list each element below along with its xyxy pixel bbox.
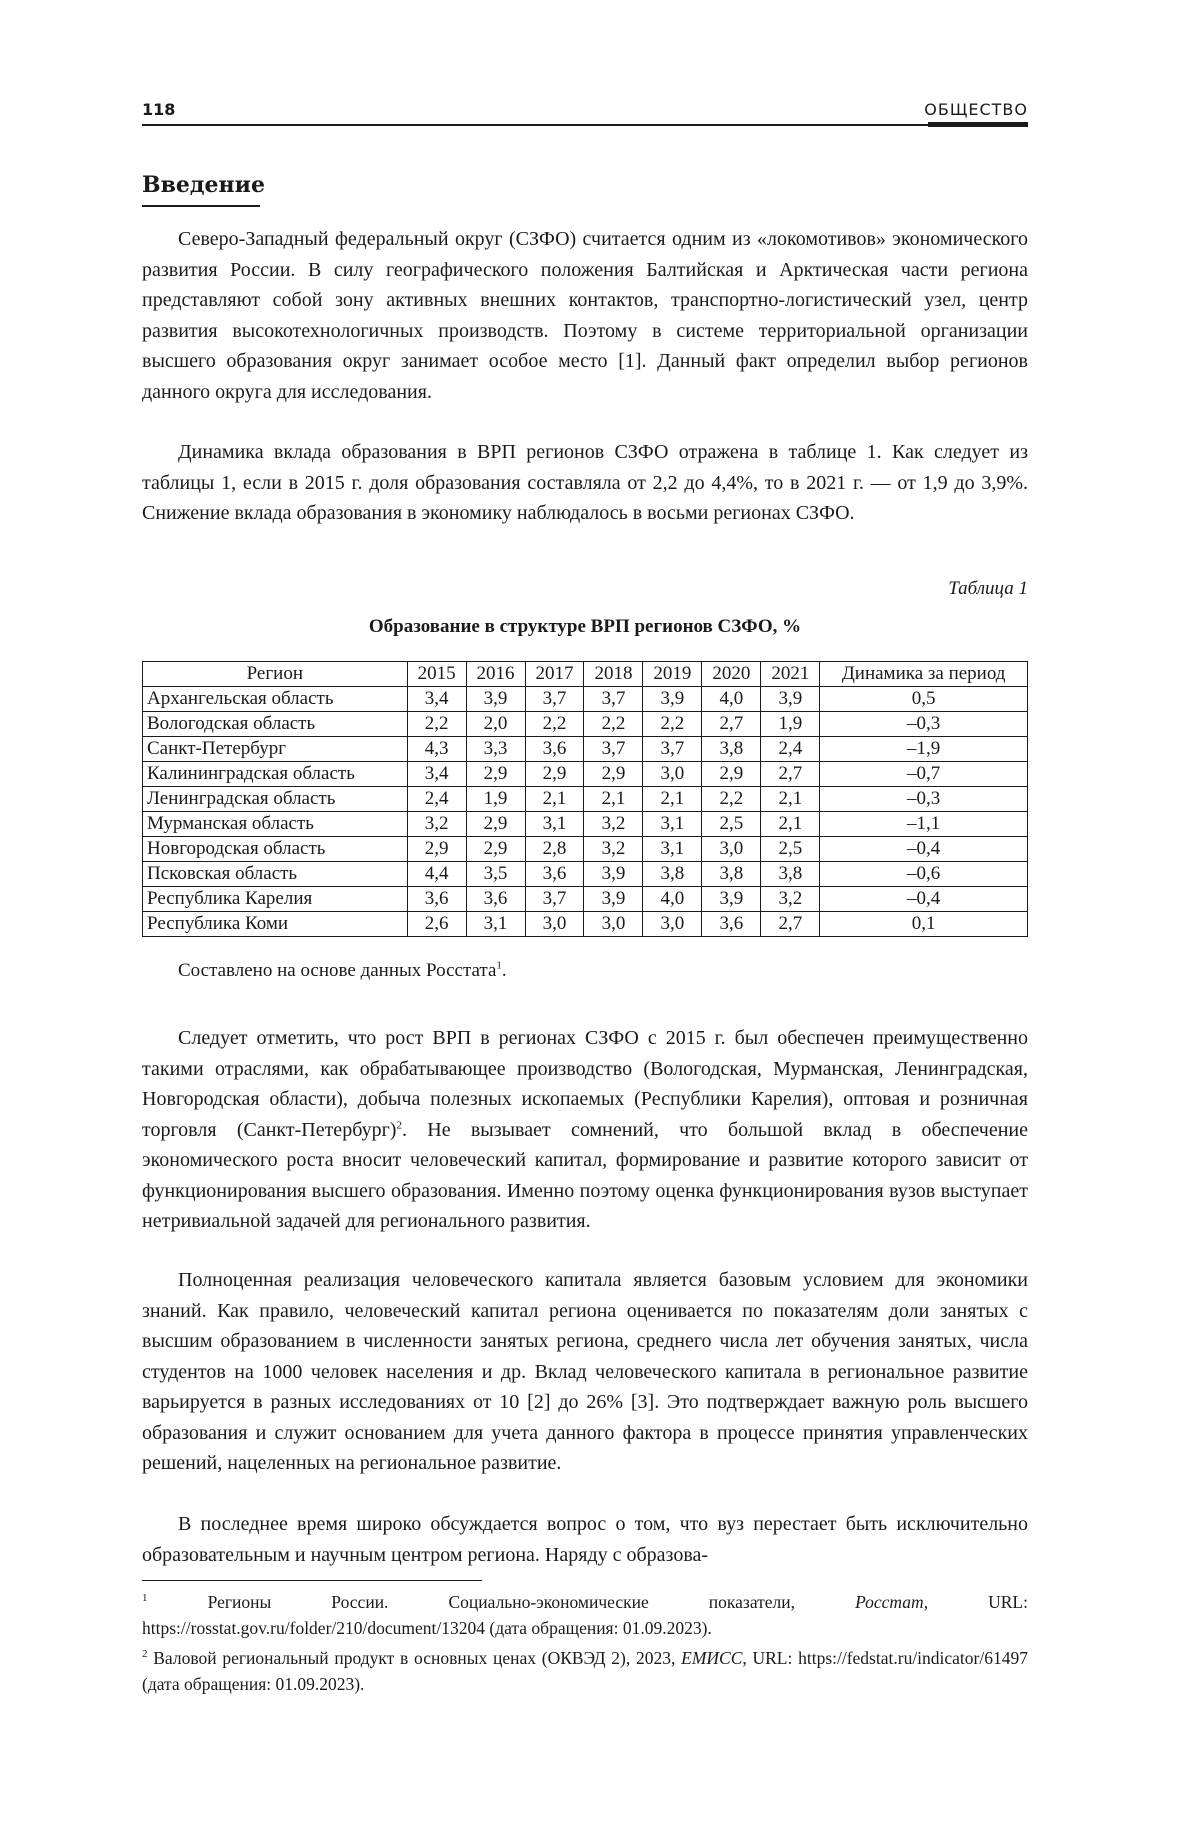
value-cell: 1,9 <box>761 712 820 737</box>
value-cell: 3,0 <box>702 837 761 862</box>
footnote-1 <box>142 1589 1028 1641</box>
value-cell: 3,2 <box>584 812 643 837</box>
dynamics-cell: –0,4 <box>820 837 1028 862</box>
footnote-ref: 2 <box>396 1118 402 1131</box>
value-cell: 2,1 <box>761 787 820 812</box>
value-cell: 3,1 <box>525 812 584 837</box>
column-header: Динамика за период <box>820 662 1028 687</box>
value-cell: 3,5 <box>466 862 525 887</box>
value-cell: 3,2 <box>584 837 643 862</box>
value-cell: 3,8 <box>702 737 761 762</box>
value-cell: 3,0 <box>643 912 702 937</box>
value-cell: 2,1 <box>643 787 702 812</box>
dynamics-cell: –1,1 <box>820 812 1028 837</box>
value-cell: 3,6 <box>702 912 761 937</box>
value-cell: 1,9 <box>466 787 525 812</box>
value-cell: 2,5 <box>702 812 761 837</box>
region-cell: Республика Карелия <box>143 887 408 912</box>
section-heading: Введение <box>142 172 265 198</box>
running-header <box>142 100 1028 130</box>
value-cell: 2,9 <box>466 762 525 787</box>
footnote-mark: 1 <box>142 1592 148 1605</box>
table-row <box>143 862 1028 887</box>
value-cell: 3,7 <box>584 687 643 712</box>
value-cell: 3,7 <box>643 737 702 762</box>
header-rule-accent <box>928 122 1028 127</box>
paragraph-text: Следует отметить, что рост ВРП в регионах СЗФО с 2015 г. был обеспечен преимущественно такими отраслями, как обрабатывающее производство (Вологодская, Мурманская, Ленинградская, Новгородская области), добыча полезных ископаемых (Республики Карелия), оптовая и розничная торговля (Санкт-Петербург) <box>142 1027 1028 1141</box>
value-cell: 3,3 <box>466 737 525 762</box>
paragraph-intro-1: Северо-Западный федеральный округ (СЗФО) считается одним из «локомотивов» экономического развития России. В силу географического положения Балтийская и Арктическая части региона представляют собой зону активных внешних контактов, транспортно-логистический узел, центр развития высокотехнологичных производств. Поэтому в системе территориальной организации высшего образования округ занимает особое место [1]. Данный факт определил выбор регионов данного округа для исследования. <box>142 228 1028 403</box>
footnote-ref: 1 <box>496 959 502 972</box>
dynamics-cell: –0,7 <box>820 762 1028 787</box>
value-cell: 2,9 <box>584 762 643 787</box>
table-row <box>143 837 1028 862</box>
footnote-text: , URL: https://rosstat.gov.ru/folder/210/document/13204 (дата обращения: 01.09.2023). <box>142 1592 1028 1638</box>
value-cell: 3,6 <box>525 862 584 887</box>
value-cell: 2,2 <box>584 712 643 737</box>
region-cell: Псковская область <box>143 862 408 887</box>
column-header: 2018 <box>584 662 643 687</box>
value-cell: 3,4 <box>407 762 466 787</box>
dynamics-cell: –0,4 <box>820 887 1028 912</box>
value-cell: 2,9 <box>466 837 525 862</box>
table-source-note <box>178 960 507 982</box>
value-cell: 3,9 <box>466 687 525 712</box>
value-cell: 3,7 <box>525 887 584 912</box>
region-cell: Калининградская область <box>143 762 408 787</box>
value-cell: 3,1 <box>643 812 702 837</box>
dynamics-cell: –1,9 <box>820 737 1028 762</box>
table-row <box>143 812 1028 837</box>
table-row <box>143 712 1028 737</box>
value-cell: 2,7 <box>761 912 820 937</box>
region-cell: Санкт-Петербург <box>143 737 408 762</box>
table-label: Таблица 1 <box>948 578 1028 599</box>
value-cell: 3,1 <box>643 837 702 862</box>
dynamics-cell: –0,3 <box>820 787 1028 812</box>
table-row <box>143 787 1028 812</box>
value-cell: 2,9 <box>407 837 466 862</box>
value-cell: 2,1 <box>761 812 820 837</box>
value-cell: 2,2 <box>702 787 761 812</box>
value-cell: 3,8 <box>643 862 702 887</box>
region-cell: Республика Коми <box>143 912 408 937</box>
region-cell: Ленинградская область <box>143 787 408 812</box>
footnote-text: Регионы России. Социально-экономические показатели, <box>147 1592 856 1612</box>
value-cell: 2,0 <box>466 712 525 737</box>
table-row <box>143 687 1028 712</box>
value-cell: 2,1 <box>525 787 584 812</box>
column-header: 2021 <box>761 662 820 687</box>
value-cell: 4,4 <box>407 862 466 887</box>
paragraph-body-1 <box>142 1023 1028 1237</box>
paragraph-text: . Не вызывает сомнений, что большой вклад в обеспечение экономического роста вносит человеческий капитал, формирование и развитие которого зависит от функционирования высшего образования. Именно поэтому оценка функционирования вузов выступает нетривиальной задачей для регионального развития. <box>142 1118 1028 1232</box>
value-cell: 3,8 <box>761 862 820 887</box>
value-cell: 2,4 <box>407 787 466 812</box>
table-row <box>143 737 1028 762</box>
region-cell: Новгородская область <box>143 837 408 862</box>
value-cell: 2,2 <box>525 712 584 737</box>
paragraph-body-3: В последнее время широко обсуждается вопрос о том, что вуз перестает быть исключительно образовательным и научным центром региона. Наряду с образова- <box>142 1513 1028 1566</box>
value-cell: 3,6 <box>525 737 584 762</box>
value-cell: 3,9 <box>584 887 643 912</box>
value-cell: 2,2 <box>407 712 466 737</box>
value-cell: 2,7 <box>761 762 820 787</box>
value-cell: 2,6 <box>407 912 466 937</box>
column-header: 2017 <box>525 662 584 687</box>
value-cell: 3,2 <box>407 812 466 837</box>
footnote-2 <box>142 1645 1028 1697</box>
region-cell: Архангельская область <box>143 687 408 712</box>
value-cell: 2,2 <box>643 712 702 737</box>
region-cell: Мурманская область <box>143 812 408 837</box>
value-cell: 3,2 <box>761 887 820 912</box>
table-row <box>143 762 1028 787</box>
value-cell: 2,9 <box>702 762 761 787</box>
paragraph-body-2: Полноценная реализация человеческого капитала является базовым условием для экономики знаний. Как правило, человеческий капитал региона оценивается по показателям доли занятых с высшим образованием в численности занятых региона, среднего числа лет обучения занятых, числа студентов на 1000 человек населения и др. Вклад человеческого капитала в региональное развитие варьируется в разных исследованиях от 10 [2] до 26% [3]. Это подтверждает важную роль высшего образования и служит основанием для учета данного фактора в процессе принятия управленческих решений, нацеленных на региональное развитие. <box>142 1269 1028 1474</box>
value-cell: 2,4 <box>761 737 820 762</box>
table-header-row <box>143 662 1028 687</box>
footnote-rule <box>142 1580 482 1581</box>
value-cell: 4,3 <box>407 737 466 762</box>
source-end: . <box>501 960 507 981</box>
value-cell: 3,9 <box>584 862 643 887</box>
value-cell: 3,0 <box>643 762 702 787</box>
value-cell: 3,8 <box>702 862 761 887</box>
table-body <box>143 687 1028 937</box>
value-cell: 2,1 <box>584 787 643 812</box>
value-cell: 3,6 <box>407 887 466 912</box>
value-cell: 3,1 <box>466 912 525 937</box>
value-cell: 3,7 <box>525 687 584 712</box>
value-cell: 2,9 <box>466 812 525 837</box>
value-cell: 3,6 <box>466 887 525 912</box>
footnote-text: Валовой региональный продукт в основных ценах (ОКВЭД 2), 2023, <box>147 1648 682 1668</box>
column-header: 2020 <box>702 662 761 687</box>
footnote-source: ЕМИСС <box>681 1648 743 1668</box>
value-cell: 3,0 <box>584 912 643 937</box>
dynamics-cell: 0,1 <box>820 912 1028 937</box>
value-cell: 3,9 <box>761 687 820 712</box>
paragraph-intro-2: Динамика вклада образования в ВРП регионов СЗФО отражена в таблице 1. Как следует из таблицы 1, если в 2015 г. доля образования составляла от 2,2 до 4,4%, то в 2021 г. — от 1,9 до 3,9%. Снижение вклада образования в экономику наблюдалось в восьми регионах СЗФО. <box>142 441 1028 524</box>
value-cell: 3,9 <box>643 687 702 712</box>
value-cell: 3,4 <box>407 687 466 712</box>
dynamics-cell: –0,3 <box>820 712 1028 737</box>
section-name: ОБЩЕСТВО <box>924 100 1028 119</box>
column-header: Регион <box>143 662 408 687</box>
dynamics-cell: –0,6 <box>820 862 1028 887</box>
header-rule <box>142 124 1028 126</box>
source-text: Составлено на основе данных Росстата <box>178 960 497 981</box>
value-cell: 2,7 <box>702 712 761 737</box>
value-cell: 2,9 <box>525 762 584 787</box>
value-cell: 4,0 <box>702 687 761 712</box>
value-cell: 2,8 <box>525 837 584 862</box>
data-table <box>142 661 1028 937</box>
footnote-text: , URL: https://fedstat.ru/indicator/61497 (дата обращения: 01.09.2023). <box>142 1648 1028 1694</box>
value-cell: 3,9 <box>702 887 761 912</box>
section-heading-underline <box>142 205 260 207</box>
value-cell: 3,0 <box>525 912 584 937</box>
table-title: Образование в структуре ВРП регионов СЗФО, % <box>368 616 802 637</box>
footnote-source: Росстат <box>855 1592 924 1612</box>
value-cell: 2,5 <box>761 837 820 862</box>
page-number: 118 <box>142 100 176 119</box>
dynamics-cell: 0,5 <box>820 687 1028 712</box>
column-header: 2016 <box>466 662 525 687</box>
column-header: 2019 <box>643 662 702 687</box>
value-cell: 4,0 <box>643 887 702 912</box>
table-row <box>143 887 1028 912</box>
value-cell: 3,7 <box>584 737 643 762</box>
region-cell: Вологодская область <box>143 712 408 737</box>
column-header: 2015 <box>407 662 466 687</box>
footnote-mark: 2 <box>142 1648 148 1661</box>
table-row <box>143 912 1028 937</box>
